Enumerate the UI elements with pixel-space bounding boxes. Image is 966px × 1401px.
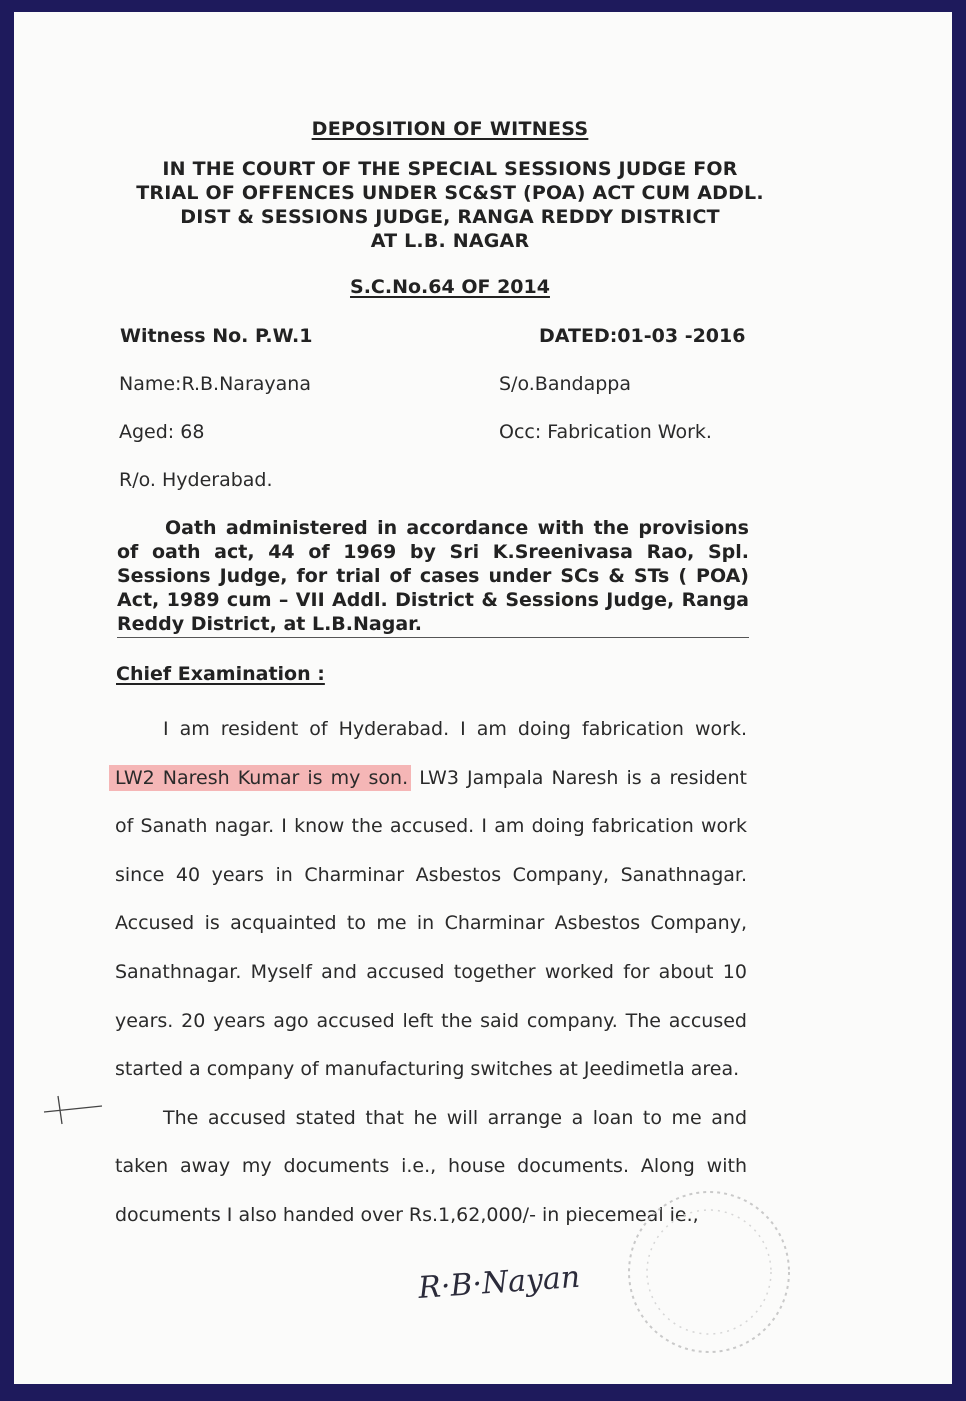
document-heading: DEPOSITION OF WITNESS xyxy=(311,118,589,140)
witness-residence: R/o. Hyderabad. xyxy=(119,469,273,491)
court-name xyxy=(114,157,786,253)
highlighted-text: LW2 Naresh Kumar is my son. xyxy=(109,765,411,791)
deposition-date: DATED:01-03 -2016 xyxy=(539,325,746,347)
witness-age: Aged: 68 xyxy=(119,421,205,443)
court-line: DIST & SESSIONS JUDGE, RANGA REDDY DISTRICT xyxy=(180,206,720,228)
margin-mark-icon xyxy=(40,1090,110,1130)
witness-father: S/o.Bandappa xyxy=(499,373,631,395)
witness-occupation: Occ: Fabrication Work. xyxy=(499,421,712,443)
testimony-paragraph-1 xyxy=(115,705,747,1094)
svg-text:R·B·Nayan: R·B·Nayan xyxy=(417,1259,582,1306)
witness-number: Witness No. P.W.1 xyxy=(120,325,313,347)
testimony-paragraph-2: The accused stated that he will arrange a loan to me and taken away my documents i.e., house documents. Along with documents I also handed over Rs.1,62,000/- in piecemeal ie., xyxy=(115,1106,747,1226)
testimony-text: LW3 Jampala Naresh is a resident of Sanath nagar. I know the accused. I am doing fabrication work since 40 years in Charminar Asbestos Company, Sanathnagar. Accused is acquainted to me in Charminar Asbestos Company, Sanathnagar. Myself and accused together worked for about 10 years. 20 years ago accused left the said company. The accused started a company of manufacturing switches at Jeedimetla area. xyxy=(115,766,747,1081)
court-line: TRIAL OF OFFENCES UNDER SC&ST (POA) ACT CUM ADDL. xyxy=(136,182,764,204)
court-line: AT L.B. NAGAR xyxy=(370,230,530,252)
witness-name: Name:R.B.Narayana xyxy=(119,373,311,395)
chief-examination-heading: Chief Examination : xyxy=(116,663,325,685)
testimony-body xyxy=(115,705,747,1240)
divider-line xyxy=(117,637,749,638)
case-number: S.C.No.64 OF 2014 xyxy=(350,276,550,298)
document-page xyxy=(14,12,952,1384)
testimony-text: I am resident of Hyderabad. I am doing fabrication work. xyxy=(163,718,747,740)
oath-text: Oath administered in accordance with the provisions of oath act, 44 of 1969 by Sri K.Sreenivasa Rao, Spl. Sessions Judge, for trial of cases under SCs & STs ( POA) Act, 1989 cum – VII Addl. District & Sessions Judge, Ranga Reddy District, at L.B.Nagar. xyxy=(117,517,749,635)
court-line: IN THE COURT OF THE SPECIAL SESSIONS JUDGE FOR xyxy=(162,158,738,180)
oath-paragraph xyxy=(117,516,749,636)
court-seal-icon xyxy=(614,1177,804,1367)
witness-signature xyxy=(414,1250,614,1310)
